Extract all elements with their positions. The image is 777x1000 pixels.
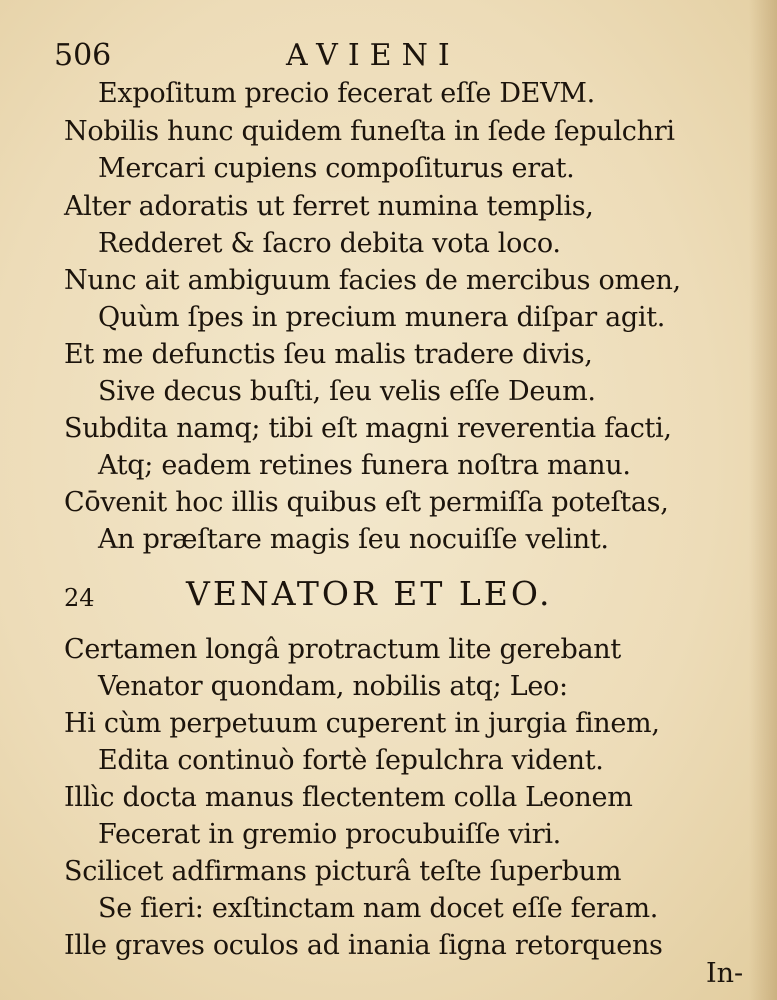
- verse-line: Se fieri: exſtinctam nam docet eſſe feram.: [98, 893, 659, 924]
- verse-line: Hi cùm perpetuum cuperent in jurgia finem,: [64, 708, 660, 739]
- verse-line: Mercari cupiens compoſiturus erat.: [98, 153, 575, 184]
- verse-line: Venator quondam, nobilis atq; Leo:: [98, 671, 568, 702]
- fable-number: 24: [64, 584, 95, 612]
- page-number: 506: [54, 38, 112, 73]
- catchword: In-: [706, 958, 744, 989]
- verse-line: Scilicet adfirmans picturâ teſte ſuperbum: [64, 856, 622, 887]
- verse-line: Et me defunctis ſeu malis tradere divis,: [64, 339, 593, 370]
- verse-line: Quùm ſpes in precium munera diſpar agit.: [98, 302, 666, 333]
- verse-line: An præſtare magis ſeu nocuiſſe velint.: [98, 524, 609, 555]
- fable-title: VENATOR ET LEO.: [186, 574, 553, 613]
- verse-line: Nobilis hunc quidem funeſta in ſede ſepulchri: [64, 116, 675, 147]
- verse-line: Cōvenit hoc illis quibus eſt permiſſa poteſtas,: [64, 487, 669, 518]
- verse-line: Alter adoratis ut ferret numina templis,: [64, 191, 594, 222]
- verse-line: Illìc docta manus flectentem colla Leonem: [64, 782, 633, 813]
- verse-line: Certamen longâ protractum lite gerebant: [64, 634, 621, 665]
- running-title: AVIENI: [286, 38, 460, 73]
- verse-line: Redderet & ſacro debita vota loco.: [98, 228, 561, 259]
- verse-line: Subdita namq; tibi eſt magni reverentia facti,: [64, 413, 672, 444]
- verse-line: Fecerat in gremio procubuiſſe viri.: [98, 819, 561, 850]
- verse-line: Expoſitum precio fecerat eſſe DEVM.: [98, 78, 595, 109]
- verse-line: Sive decus buſti, ſeu velis eſſe Deum.: [98, 376, 596, 407]
- verse-line: Edita continuò fortè ſepulchra vident.: [98, 745, 604, 776]
- verse-line: Ille graves oculos ad inania ſigna retorquens: [64, 930, 663, 961]
- verse-line: Nunc ait ambiguum facies de mercibus omen,: [64, 265, 681, 296]
- verse-line: Atq; eadem retines funera noſtra manu.: [98, 450, 631, 481]
